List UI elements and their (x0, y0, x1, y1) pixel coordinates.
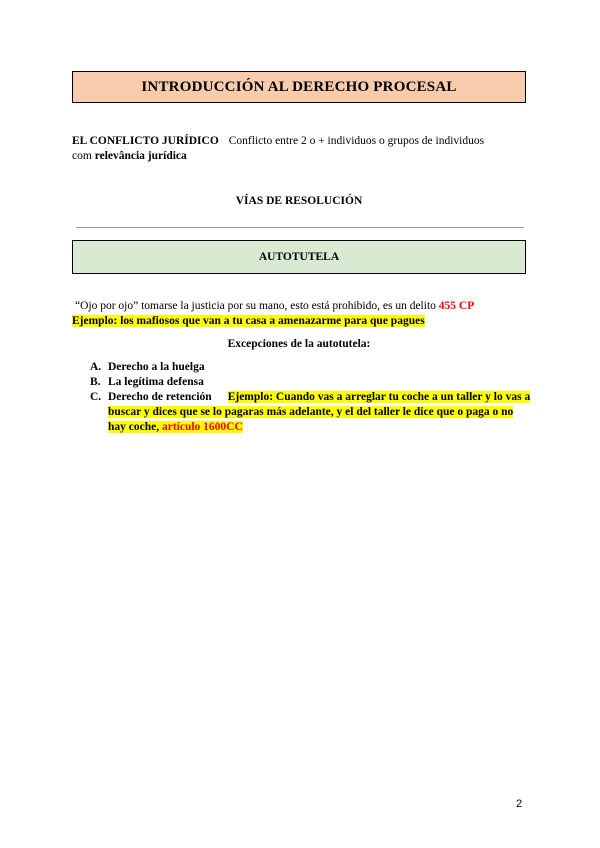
conflict-definition-text: Conflicto entre 2 o + individuos o grupos de individuos (228, 135, 485, 147)
vias-heading: VÍAS DE RESOLUCIÓN (235, 195, 363, 207)
autotutela-title: AUTOTUTELA (258, 251, 340, 263)
autotutela-example: Ejemplo: los mafiosos que van a tu casa a amenazarme para que pagues (72, 315, 425, 327)
conflict-definition (72, 134, 532, 164)
list-marker: B. (90, 376, 101, 388)
document-title: INTRODUCCIÓN AL DERECHO PROCESAL (141, 78, 457, 95)
ojo-legal-ref: 455 CP (438, 300, 475, 312)
list-item-label: Derecho a la huelga (108, 361, 205, 373)
retencion-example-text: Ejemplo: Cuando vas a arreglar tu coche a un taller y lo vas a buscar y dices que se lo pagaras más adelante, y el del taller le dice que o paga o no hay coche, (108, 391, 531, 433)
ojo-text: “Ojo por ojo” tomarse la justicia por su mano, esto está prohibido, es un delito (75, 300, 439, 312)
list-item (72, 375, 532, 390)
retencion-legal-ref: artículo 1600CC (161, 421, 243, 433)
list-item (72, 390, 532, 435)
document-title-box (72, 71, 526, 103)
excepciones-list (72, 360, 532, 435)
conflict-line2-bold: relevância jurídica (94, 150, 187, 162)
autotutela-paragraph (72, 299, 532, 329)
section-divider (76, 227, 524, 228)
autotutela-box (72, 240, 526, 274)
excepciones-heading: Excepciones de la autotutela: (227, 338, 371, 350)
list-item-label: La legítima defensa (108, 376, 204, 388)
conflict-term: EL CONFLICTO JURÍDICO (72, 135, 219, 147)
list-marker: A. (90, 361, 102, 373)
list-item (72, 360, 532, 375)
page-number: 2 (516, 798, 523, 810)
list-item-label: Derecho de retención (108, 391, 212, 403)
conflict-line2-prefix: com (72, 150, 95, 162)
list-marker: C. (90, 391, 102, 403)
